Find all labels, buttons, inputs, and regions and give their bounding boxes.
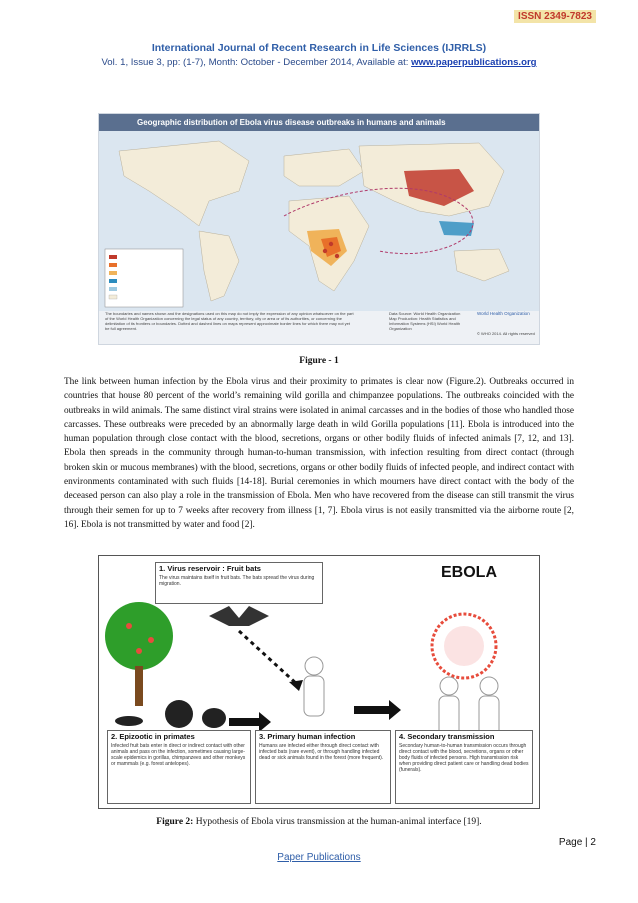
figure-2-caption-text: Hypothesis of Ebola virus transmission at the human-animal interface [19].: [193, 817, 482, 827]
figure-2-label: Figure 2:: [156, 817, 194, 827]
legend-swatch: [109, 271, 117, 275]
bat-to-human-arrow: [239, 631, 299, 686]
journal-title: International Journal of Recent Research in Life Sciences (IJRRLS): [151, 42, 487, 54]
map-source: Data Source: World Health Organization Map Production: Health Statistics and Information Systems (HSI) World Health Organization: [389, 311, 461, 331]
human-head: [440, 677, 458, 695]
issn-badge: ISSN 2349-7823: [514, 10, 596, 23]
journal-url-link[interactable]: www.paperpublications.org: [411, 57, 537, 68]
stage4-text: Secondary human-to-human transmission occurs through direct contact with the blood, secretions, organs or other body fluids of infected persons. High transmission risk when providing direct patient care or handling dead bodies (funerals).: [399, 743, 529, 773]
map-copyright: © WHO 2014. All rights reserved: [477, 331, 535, 336]
reservoir-title: 1. Virus reservoir : Fruit bats: [159, 564, 261, 573]
gorilla-silhouette: [165, 700, 193, 728]
map-disclaimer: The boundaries and names shown and the designations used on this map do not imply the expression of any opinion whatsoever on the part of the World Health Organization concerning the legal status of any country, territory, city or area or of its authorities, or concerning the delimitation of its frontiers or boundaries. Dotted and dashed lines on maps represent approximate border lines for which there may not yet be full agreement.: [105, 311, 354, 331]
philippines-highlight: [439, 221, 474, 236]
volume-line: [0, 57, 638, 68]
fruit: [136, 648, 142, 654]
human-to-human-arrow: [354, 700, 401, 720]
figure-1-map: [98, 113, 540, 345]
human-figure-primary: [304, 676, 324, 716]
figure-2-caption: [0, 817, 638, 827]
epizootic-primates-box: [107, 730, 251, 804]
stage2-title: 2. Epizootic in primates: [111, 732, 195, 741]
tree-trunk: [135, 666, 143, 706]
primates-to-human-arrow: [229, 712, 271, 732]
reservoir-text: The virus maintains itself in fruit bats. The bats spread the virus during migration.: [159, 575, 315, 587]
bat-icon: [209, 606, 269, 626]
stage2-text: Infected fruit bats enter in direct or indirect contact with other animals and pass on the infection, sometimes causing large-scale epidemics in gorillas, chimpanzees and other monkeys or mammals (e.g. forest antelopes).: [111, 743, 246, 767]
figure-2-diagram: [98, 555, 540, 809]
primary-infection-box: [255, 730, 391, 804]
body-paragraph: The link between human infection by the Ebola virus and their proximity to primates is clear now (Figure.2). Outbreaks occurred in countries that house 80 percent of the world’s remaining wild gorilla and chimpanzee populations. The outbreaks coincided with the outbreaks in wild animals. The same distinct viral strains were isolated in animal carcasses and in the bodies of those who handled those carcasses. These outbreaks were preceded by an abnormally large death in wild Gorilla populations [11]. Ebola is introduced into the human population through close contact with the blood, secretions, organs or other bodily fluids of infected animals [7, 12, and 13]. Ebola then spreads in the community through human-to-human transmission, with infection resulting from direct contact (through broken skin or mucous membranes) with the blood, secretions, organs or other bodily fluids of infected people, and indirect contact with environments contaminated with such fluids [14-18]. Burial ceremonies in which mourners have direct contact with the body of the deceased person can also play a role in the transmission of Ebola. Men who have recovered from the disease can still transmit the virus through their semen for up to 7 weeks after recovery from illness [1, 7]. Ebola virus is not easily transmitted via the airborne route [2, 16]. Ebola is not transmitted by water and food [2].: [64, 377, 574, 530]
human-head: [480, 677, 498, 695]
arrowhead-icon: [289, 680, 303, 691]
volume-text: Vol. 1, Issue 3, pp: (1-7), Month: October - December 2014, Available at:: [101, 57, 412, 68]
legend-swatch: [109, 287, 117, 291]
fruit: [148, 637, 154, 643]
fruit: [126, 623, 132, 629]
chimpanzee-silhouette: [202, 708, 226, 728]
legend-swatch: [109, 295, 117, 299]
outbreak-marker: [323, 249, 327, 253]
who-logo-label: World Health Organization: [477, 311, 530, 316]
outbreak-marker: [329, 242, 333, 246]
legend-swatch: [109, 255, 117, 259]
stage3-title: 3. Primary human infection: [259, 732, 356, 741]
virus-core: [444, 626, 484, 666]
page-number: Page | 2: [558, 837, 596, 848]
publisher-link[interactable]: Paper Publications: [277, 852, 361, 863]
stage4-title: 4. Secondary transmission: [399, 732, 495, 741]
outbreak-marker: [335, 254, 339, 258]
secondary-transmission-box: [395, 730, 533, 804]
human-head: [305, 657, 323, 675]
map-title: Geographic distribution of Ebola virus disease outbreaks in humans and animals: [99, 114, 539, 131]
fruit-tree-canopy: [105, 602, 173, 670]
stage3-text: Humans are infected either through direct contact with infected bats (rare event), or through handling infected dead or sick animals found in the forest (more frequent).: [259, 743, 384, 761]
antelope-silhouette: [115, 716, 143, 726]
legend-swatch: [109, 263, 117, 267]
legend-swatch: [109, 279, 117, 283]
transmission-illustration: [99, 596, 539, 746]
figure-1-caption: Figure - 1: [299, 356, 339, 366]
ebola-label: EBOLA: [441, 564, 497, 581]
